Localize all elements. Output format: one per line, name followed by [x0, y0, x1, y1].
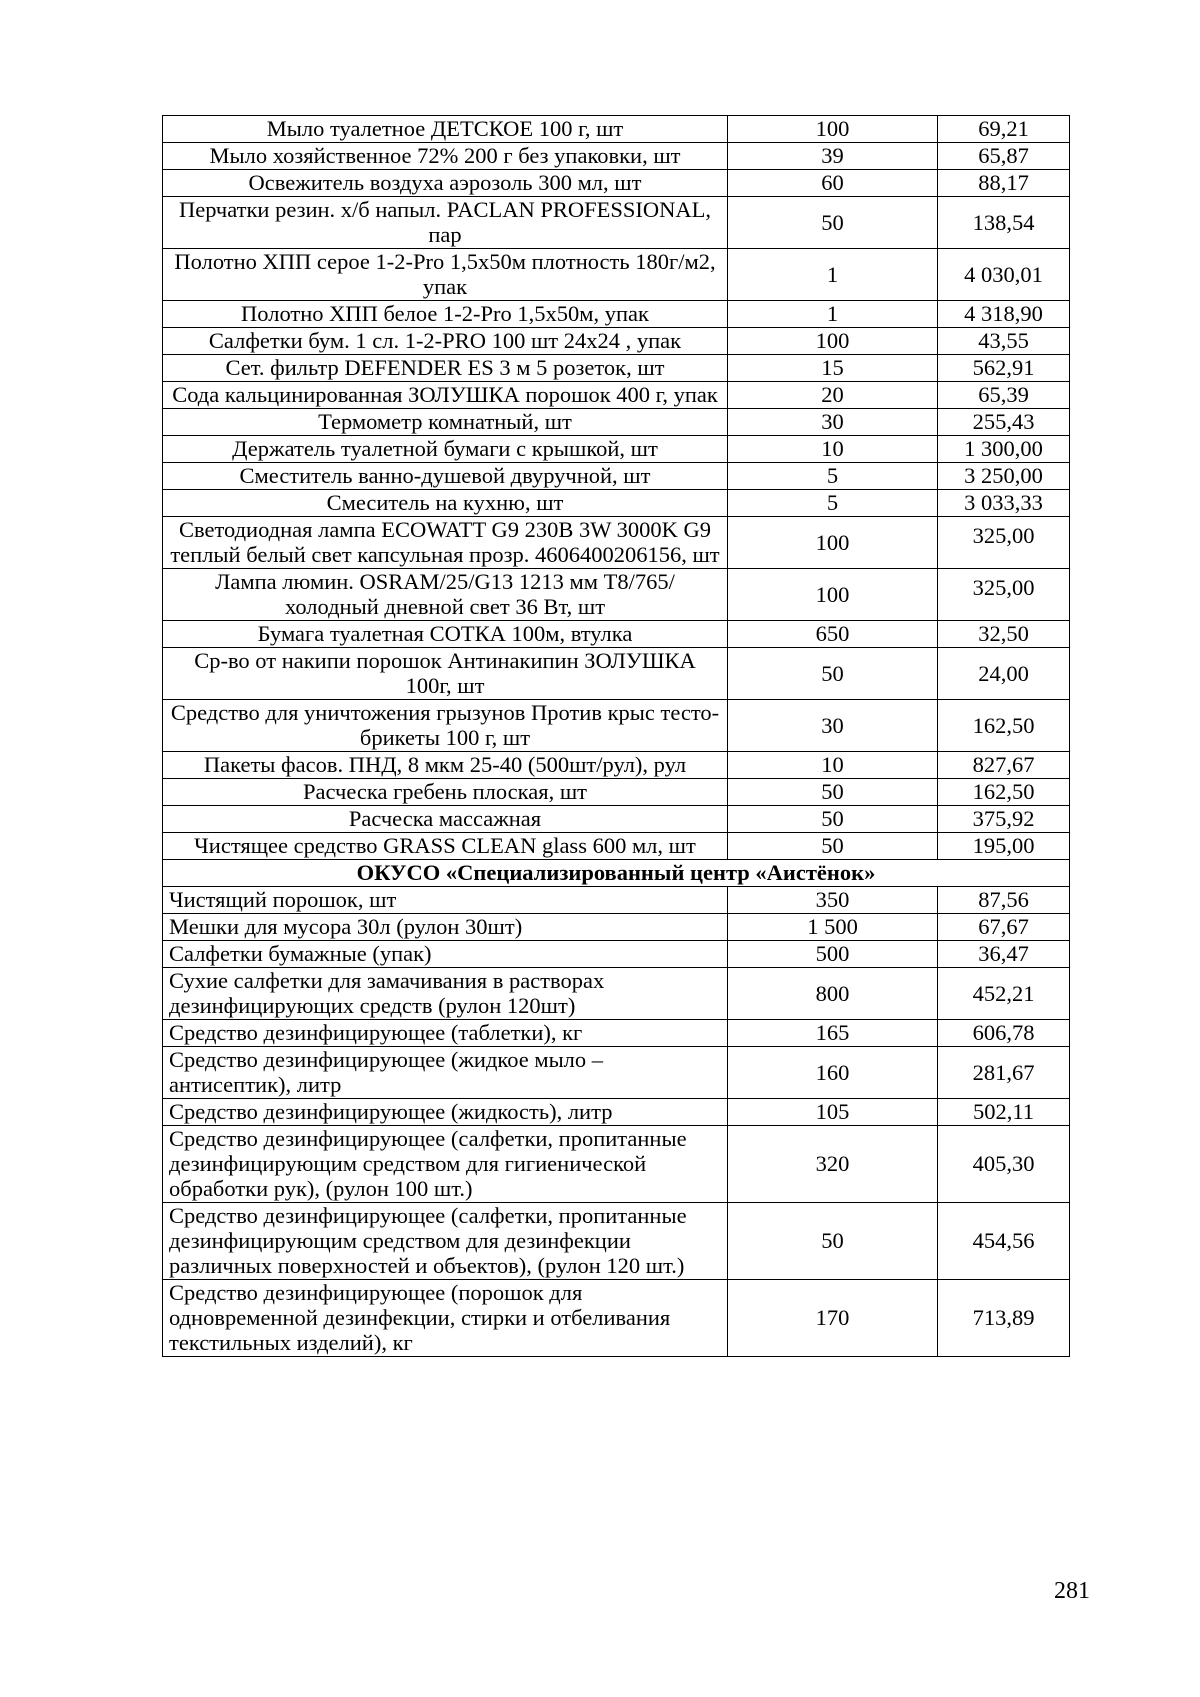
- quantity-cell: 105: [728, 1099, 938, 1126]
- table-row: [163, 170, 1070, 197]
- table-row: [163, 197, 1070, 249]
- item-name-cell: Полотно ХПП белое 1-2-Pro 1,5х50м, упак: [163, 301, 728, 328]
- table-row: [163, 648, 1070, 700]
- price-cell: 36,47: [938, 941, 1070, 968]
- item-name-cell: Лампа люмин. OSRAM/25/G13 1213 мм T8/765/холодный дневной свет 36 Вт, шт: [163, 569, 728, 621]
- table-row: [163, 752, 1070, 779]
- price-cell: 452,21: [938, 968, 1070, 1020]
- price-cell: 3 033,33: [938, 490, 1070, 517]
- price-cell: 325,00: [938, 517, 1070, 569]
- table-row: [163, 1099, 1070, 1126]
- price-table: [162, 115, 1070, 1357]
- item-name-cell: Полотно ХПП серое 1-2-Pro 1,5х50м плотность 180г/м2, упак: [163, 249, 728, 301]
- item-name-cell: Пакеты фасов. ПНД, 8 мкм 25-40 (500шт/рул), рул: [163, 752, 728, 779]
- item-name-cell: Бумага туалетная СОТКА 100м, втулка: [163, 621, 728, 648]
- price-cell: 65,39: [938, 382, 1070, 409]
- table-row: [163, 143, 1070, 170]
- item-name-cell: Светодиодная лампа ECOWATT G9 230В 3W 3000K G9 теплый белый свет капсульная прозр. 4606400206156, шт: [163, 517, 728, 569]
- quantity-cell: 39: [728, 143, 938, 170]
- section-title: ОКУСО «Специализированный центр «Аистёнок»: [163, 860, 1070, 887]
- item-name-cell: Средство дезинфицирующее (порошок для одновременной дезинфекции, стирки и отбеливания текстильных изделий), кг: [163, 1280, 728, 1357]
- price-table-bottom-rows: [163, 887, 1070, 1357]
- table-row: [163, 887, 1070, 914]
- price-cell: 4 030,01: [938, 249, 1070, 301]
- price-table-section: [163, 860, 1070, 887]
- table-row: [163, 490, 1070, 517]
- item-name-cell: Термометр комнатный, шт: [163, 409, 728, 436]
- table-row: [163, 806, 1070, 833]
- table-row: [163, 249, 1070, 301]
- price-cell: 562,91: [938, 355, 1070, 382]
- price-cell: 3 250,00: [938, 463, 1070, 490]
- item-name-cell: Сместитель ванно-душевой двуручной, шт: [163, 463, 728, 490]
- quantity-cell: 30: [728, 700, 938, 752]
- price-cell: 43,55: [938, 328, 1070, 355]
- table-row: [163, 328, 1070, 355]
- price-cell: 32,50: [938, 621, 1070, 648]
- table-row: [163, 1280, 1070, 1357]
- price-cell: 24,00: [938, 648, 1070, 700]
- item-name-cell: Смеситель на кухню, шт: [163, 490, 728, 517]
- table-row: [163, 517, 1070, 569]
- item-name-cell: Мыло хозяйственное 72% 200 г без упаковки, шт: [163, 143, 728, 170]
- table-row: [163, 1020, 1070, 1047]
- quantity-cell: 50: [728, 197, 938, 249]
- quantity-cell: 15: [728, 355, 938, 382]
- price-cell: 255,43: [938, 409, 1070, 436]
- item-name-cell: Расческа гребень плоская, шт: [163, 779, 728, 806]
- item-name-cell: Ср-во от накипи порошок Антинакипин ЗОЛУШКА 100г, шт: [163, 648, 728, 700]
- quantity-cell: 10: [728, 436, 938, 463]
- page-number: 281: [1054, 1578, 1090, 1604]
- quantity-cell: 30: [728, 409, 938, 436]
- price-cell: 87,56: [938, 887, 1070, 914]
- table-row: [163, 621, 1070, 648]
- quantity-cell: 60: [728, 170, 938, 197]
- price-cell: 713,89: [938, 1280, 1070, 1357]
- item-name-cell: Салфетки бум. 1 сл. 1-2-PRO 100 шт 24х24 , упак: [163, 328, 728, 355]
- price-cell: 65,87: [938, 143, 1070, 170]
- item-name-cell: Салфетки бумажные (упак): [163, 941, 728, 968]
- price-cell: 1 300,00: [938, 436, 1070, 463]
- price-cell: 162,50: [938, 700, 1070, 752]
- quantity-cell: 100: [728, 328, 938, 355]
- table-row: [163, 301, 1070, 328]
- item-name-cell: Мыло туалетное ДЕТСКОЕ 100 г, шт: [163, 116, 728, 143]
- quantity-cell: 160: [728, 1047, 938, 1099]
- price-cell: 606,78: [938, 1020, 1070, 1047]
- item-name-cell: Сет. фильтр DEFENDER ES 3 м 5 розеток, шт: [163, 355, 728, 382]
- price-cell: 162,50: [938, 779, 1070, 806]
- quantity-cell: 170: [728, 1280, 938, 1357]
- quantity-cell: 100: [728, 517, 938, 569]
- quantity-cell: 100: [728, 116, 938, 143]
- item-name-cell: Держатель туалетной бумаги с крышкой, шт: [163, 436, 728, 463]
- item-name-cell: Перчатки резин. х/б напыл. PACLAN PROFESSIONAL, пар: [163, 197, 728, 249]
- price-cell: 827,67: [938, 752, 1070, 779]
- quantity-cell: 50: [728, 806, 938, 833]
- table-row: [163, 1126, 1070, 1203]
- item-name-cell: Чистящий порошок, шт: [163, 887, 728, 914]
- table-row: [163, 382, 1070, 409]
- item-name-cell: Средство дезинфицирующее (жидкость), литр: [163, 1099, 728, 1126]
- quantity-cell: 5: [728, 463, 938, 490]
- quantity-cell: 500: [728, 941, 938, 968]
- price-cell: 67,67: [938, 914, 1070, 941]
- table-row: [163, 968, 1070, 1020]
- item-name-cell: Чистящее средство GRASS CLEAN glass 600 мл, шт: [163, 833, 728, 860]
- table-row: [163, 833, 1070, 860]
- quantity-cell: 100: [728, 569, 938, 621]
- quantity-cell: 650: [728, 621, 938, 648]
- quantity-cell: 10: [728, 752, 938, 779]
- price-cell: 138,54: [938, 197, 1070, 249]
- table-row: [163, 779, 1070, 806]
- table-row: [163, 914, 1070, 941]
- table-row: [163, 569, 1070, 621]
- price-cell: 69,21: [938, 116, 1070, 143]
- quantity-cell: 50: [728, 648, 938, 700]
- quantity-cell: 50: [728, 1203, 938, 1280]
- price-cell: 405,30: [938, 1126, 1070, 1203]
- quantity-cell: 1: [728, 249, 938, 301]
- quantity-cell: 50: [728, 779, 938, 806]
- item-name-cell: Средство для уничтожения грызунов Против крыс тесто-брикеты 100 г, шт: [163, 700, 728, 752]
- item-name-cell: Средство дезинфицирующее (таблетки), кг: [163, 1020, 728, 1047]
- table-row: [163, 355, 1070, 382]
- price-cell: 454,56: [938, 1203, 1070, 1280]
- quantity-cell: 165: [728, 1020, 938, 1047]
- price-cell: 195,00: [938, 833, 1070, 860]
- quantity-cell: 5: [728, 490, 938, 517]
- item-name-cell: Мешки для мусора 30л (рулон 30шт): [163, 914, 728, 941]
- table-row: [163, 463, 1070, 490]
- section-header-row: [163, 860, 1070, 887]
- price-cell: 325,00: [938, 569, 1070, 621]
- price-cell: 281,67: [938, 1047, 1070, 1099]
- quantity-cell: 50: [728, 833, 938, 860]
- item-name-cell: Освежитель воздуха аэрозоль 300 мл, шт: [163, 170, 728, 197]
- item-name-cell: Средство дезинфицирующее (салфетки, пропитанные дезинфицирующим средством для гигиенической обработки рук), (рулон 100 шт.): [163, 1126, 728, 1203]
- item-name-cell: Средство дезинфицирующее (салфетки, пропитанные дезинфицирующим средством для дезинфекции различных поверхностей и объектов), (рулон 120 шт.): [163, 1203, 728, 1280]
- quantity-cell: 1 500: [728, 914, 938, 941]
- table-row: [163, 1047, 1070, 1099]
- table-row: [163, 700, 1070, 752]
- price-cell: 4 318,90: [938, 301, 1070, 328]
- price-cell: 88,17: [938, 170, 1070, 197]
- quantity-cell: 1: [728, 301, 938, 328]
- table-row: [163, 409, 1070, 436]
- price-table-top-rows: [163, 116, 1070, 860]
- table-row: [163, 116, 1070, 143]
- quantity-cell: 350: [728, 887, 938, 914]
- quantity-cell: 20: [728, 382, 938, 409]
- price-cell: 502,11: [938, 1099, 1070, 1126]
- item-name-cell: Сухие салфетки для замачивания в растворах дезинфицирующих средств (рулон 120шт): [163, 968, 728, 1020]
- table-row: [163, 941, 1070, 968]
- quantity-cell: 800: [728, 968, 938, 1020]
- item-name-cell: Расческа массажная: [163, 806, 728, 833]
- table-row: [163, 436, 1070, 463]
- quantity-cell: 320: [728, 1126, 938, 1203]
- price-cell: 375,92: [938, 806, 1070, 833]
- item-name-cell: Сода кальцинированная ЗОЛУШКА порошок 400 г, упак: [163, 382, 728, 409]
- item-name-cell: Средство дезинфицирующее (жидкое мыло – антисептик), литр: [163, 1047, 728, 1099]
- table-row: [163, 1203, 1070, 1280]
